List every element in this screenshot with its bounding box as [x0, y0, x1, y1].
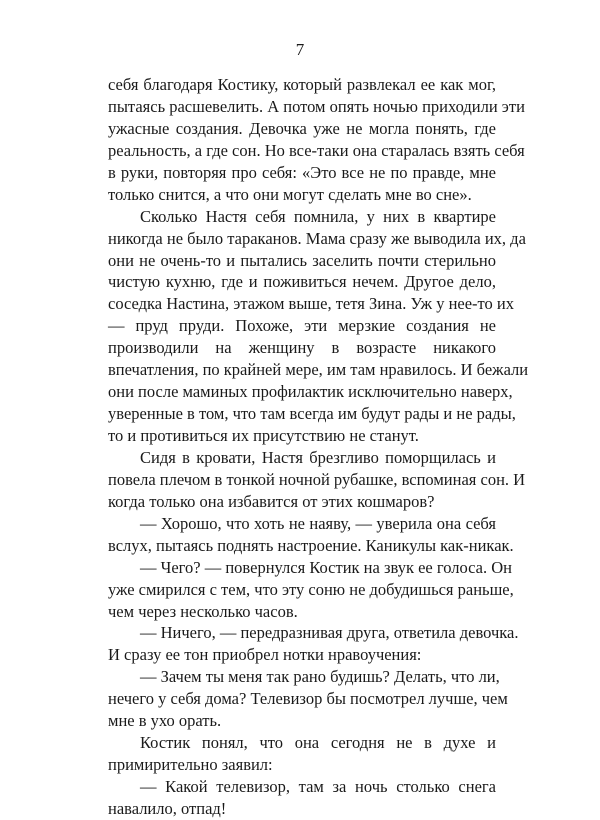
text-line: ужасные создания. Девочка уже не могла понять, где — [108, 118, 496, 138]
text-line: производили на женщину в возрасте никакого — [108, 338, 496, 358]
text-line: впечатления, по крайней мере, им там нравилось. И бежали — [108, 360, 529, 380]
text-line: Сколько Настя себя помнила, у них в квартире — [140, 206, 496, 226]
text-line: реальность, а где сон. Но все-таки она старалась взять себя — [108, 140, 525, 160]
text-line: уверенные в том, что там всегда им будут рады и не рады, — [108, 404, 516, 424]
text-line: Костик понял, что она сегодня не в духе и — [140, 733, 496, 753]
text-line: никогда не было тараканов. Мама сразу же выводила их, да — [108, 228, 526, 248]
text-line: когда только она избавится от этих кошмаров? — [108, 491, 435, 511]
text-line: повела плечом в тонкой ночной рубашке, вспоминая сон. И — [108, 469, 526, 489]
text-line: Сидя в кровати, Настя брезгливо поморщилась и — [140, 447, 496, 467]
text-line: пытаясь расшевелить. А потом опять ночью приходили эти — [108, 96, 525, 116]
text-line: — Зачем ты меня так рано будишь? Делать, что ли, — [140, 667, 500, 687]
text-line: только снится, а что они могут сделать мне во сне». — [108, 184, 472, 204]
text-line: — Чего? — повернулся Костик на звук ее голоса. Он — [140, 557, 512, 577]
text-line: себя благодаря Костику, который развлекал ее как мог, — [108, 75, 496, 94]
body-text — [108, 74, 529, 820]
text-line: навалило, отпад! — [108, 798, 227, 818]
text-line: они не очень-то и пытались заселить почти стерильно — [108, 250, 496, 270]
page-number: 7 — [295, 40, 305, 59]
text-line: уже смирился с тем, что эту соню не добудишься раньше, — [108, 579, 514, 599]
text-line: соседка Настина, этажом выше, тетя Зина. Уж у нее-то их — [108, 294, 514, 314]
text-line: мне в ухо орать. — [108, 711, 222, 731]
text-line: — Хорошо, что хоть не наяву, — уверила она себя — [140, 513, 496, 533]
text-line: нечего у себя дома? Телевизор бы посмотрел лучше, чем — [108, 689, 508, 709]
text-line: И сразу ее тон приобрел нотки нравоучения: — [108, 645, 422, 665]
text-line: — пруд пруди. Похоже, эти мерзкие создания не — [108, 316, 496, 336]
text-line: чистую кухню, где и поживиться нечем. Другое дело, — [108, 272, 496, 292]
text-line: то и противиться их присутствию не станут. — [108, 426, 419, 445]
text-line: — Какой телевизор, там за ночь столько снега — [140, 777, 496, 796]
text-line: — Ничего, — передразнивая друга, ответила девочка. — [140, 623, 519, 643]
text-line: чем через несколько часов. — [108, 601, 298, 621]
text-line: в руки, повторяя про себя: «Это все не по правде, мне — [108, 162, 496, 182]
text-line: они после маминых профилактик исключительно наверх, — [108, 382, 513, 402]
text-line: вслух, пытаясь поднять настроение. Каникулы как-никак. — [108, 535, 514, 555]
text-line: примирительно заявил: — [108, 755, 273, 775]
